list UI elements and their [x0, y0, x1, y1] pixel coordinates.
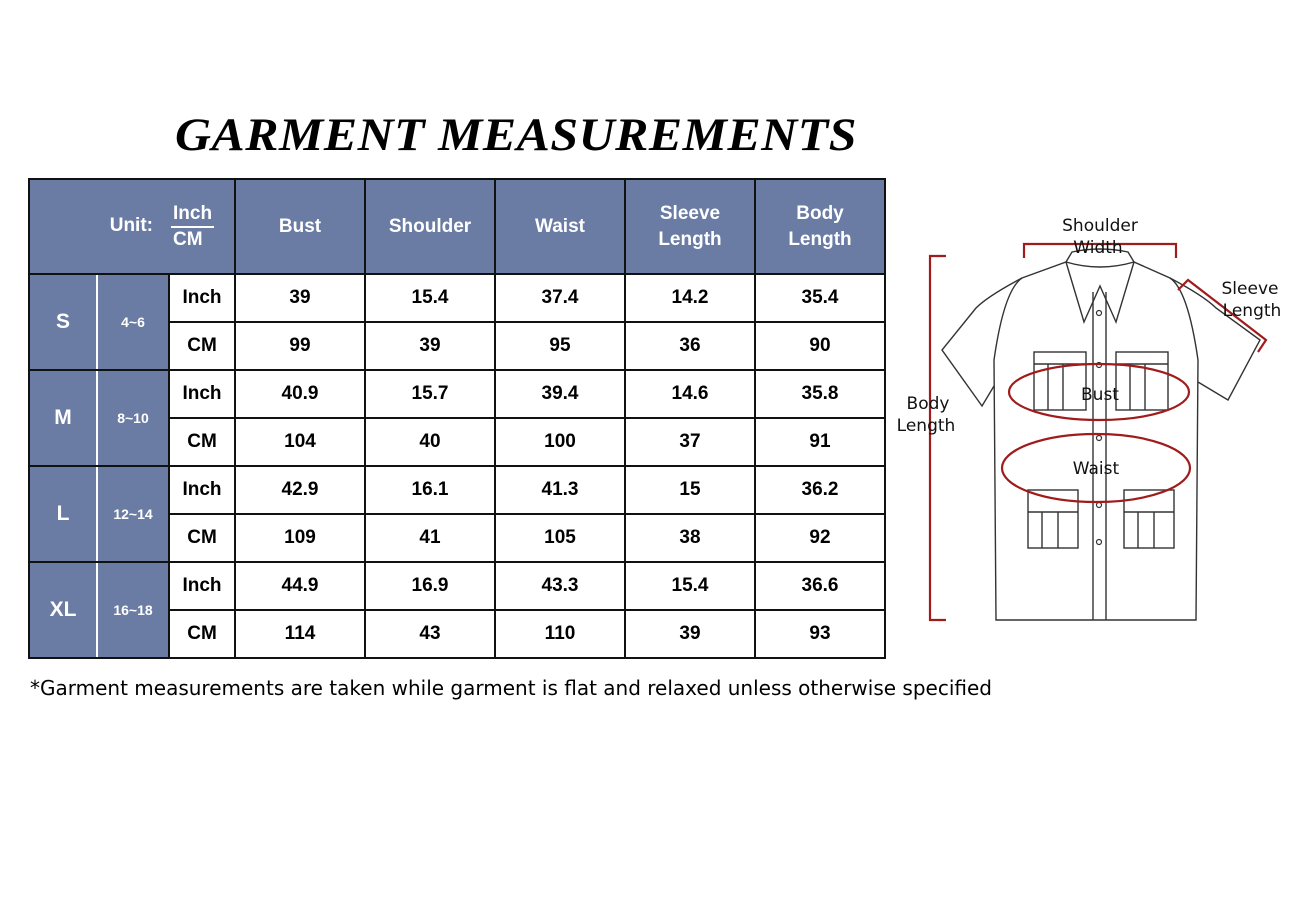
sleeve-length-value: 14.6 — [625, 370, 755, 418]
col-header-body-length — [755, 179, 885, 274]
body-length-value: 90 — [755, 322, 885, 370]
unit-label: Unit: — [109, 215, 153, 237]
measurement-markers — [930, 244, 1266, 620]
size-label: S — [29, 274, 97, 370]
col-header-shoulder: Shoulder — [365, 179, 495, 274]
body-length-marker — [930, 256, 946, 620]
bust-value: 104 — [235, 418, 365, 466]
col-header-sleeve-length-text: Sleeve Length — [658, 202, 722, 250]
size-label: M — [29, 370, 97, 466]
body-length-value: 35.4 — [755, 274, 885, 322]
bust-value: 114 — [235, 610, 365, 658]
waist-value: 105 — [495, 514, 625, 562]
size-range: 12~14 — [97, 466, 169, 562]
body-length-value: 91 — [755, 418, 885, 466]
body-label-1: Body — [906, 394, 950, 414]
table-row — [29, 562, 885, 610]
unit-cell: Inch — [169, 466, 235, 514]
bust-label: Bust — [1081, 385, 1119, 405]
bust-value: 99 — [235, 322, 365, 370]
body-length-value: 36.2 — [755, 466, 885, 514]
col-header-body-length-text: Body Length — [788, 202, 852, 250]
page-title: GARMENT MEASUREMENTS — [175, 109, 857, 161]
size-chart-table — [28, 178, 886, 659]
size-label: L — [29, 466, 97, 562]
bust-value: 44.9 — [235, 562, 365, 610]
unit-cell: CM — [169, 514, 235, 562]
waist-value: 39.4 — [495, 370, 625, 418]
shoulder-value: 16.1 — [365, 466, 495, 514]
table-row — [29, 370, 885, 418]
shoulder-label-2: Width — [1073, 238, 1123, 258]
unit-cell: CM — [169, 418, 235, 466]
sleeve-length-value: 15.4 — [625, 562, 755, 610]
footnote: *Garment measurements are taken while garment is flat and relaxed unless otherwise specified — [30, 676, 993, 700]
size-label: XL — [29, 562, 97, 658]
unit-cell: CM — [169, 322, 235, 370]
waist-value: 43.3 — [495, 562, 625, 610]
col-header-bust: Bust — [235, 179, 365, 274]
waist-value: 95 — [495, 322, 625, 370]
col-header-waist: Waist — [495, 179, 625, 274]
body-length-value: 92 — [755, 514, 885, 562]
size-range: 8~10 — [97, 370, 169, 466]
shirt-diagram — [888, 200, 1288, 640]
body-length-value: 36.6 — [755, 562, 885, 610]
shirt-diagram-svg — [888, 200, 1288, 640]
waist-value: 41.3 — [495, 466, 625, 514]
bust-value: 42.9 — [235, 466, 365, 514]
body-length-value: 93 — [755, 610, 885, 658]
unit-cell: Inch — [169, 370, 235, 418]
shoulder-value: 16.9 — [365, 562, 495, 610]
unit-cell: Inch — [169, 274, 235, 322]
bust-value: 39 — [235, 274, 365, 322]
shoulder-value: 15.4 — [365, 274, 495, 322]
waist-value: 100 — [495, 418, 625, 466]
waist-label: Waist — [1072, 459, 1120, 479]
unit-cell: Inch — [169, 562, 235, 610]
sleeve-length-value: 39 — [625, 610, 755, 658]
table-row — [29, 274, 885, 322]
shoulder-label-1: Shoulder — [1062, 216, 1138, 236]
table-row — [29, 466, 885, 514]
shoulder-value: 40 — [365, 418, 495, 466]
shirt-buttons — [1097, 311, 1102, 545]
unit-header-cell — [29, 179, 169, 274]
unit-fraction — [171, 202, 214, 252]
col-header-sleeve-length — [625, 179, 755, 274]
sleeve-length-value: 38 — [625, 514, 755, 562]
waist-value: 37.4 — [495, 274, 625, 322]
body-length-value: 35.8 — [755, 370, 885, 418]
sleeve-length-value: 15 — [625, 466, 755, 514]
sleeve-length-value: 37 — [625, 418, 755, 466]
bust-value: 40.9 — [235, 370, 365, 418]
sleeve-length-value: 36 — [625, 322, 755, 370]
shoulder-value: 41 — [365, 514, 495, 562]
unit-inch-label: Inch — [171, 202, 214, 228]
header-row — [29, 179, 885, 274]
bust-value: 109 — [235, 514, 365, 562]
unit-cell: CM — [169, 610, 235, 658]
sleeve-label-1: Sleeve — [1221, 279, 1279, 299]
unit-fraction-cell — [169, 179, 235, 274]
shoulder-value: 15.7 — [365, 370, 495, 418]
size-range: 16~18 — [97, 562, 169, 658]
diagram-labels — [897, 216, 1282, 479]
unit-cm-label: CM — [173, 228, 203, 250]
shoulder-value: 39 — [365, 322, 495, 370]
sleeve-label-2: Length — [1222, 301, 1282, 321]
shoulder-value: 43 — [365, 610, 495, 658]
waist-value: 110 — [495, 610, 625, 658]
body-label-2: Length — [896, 416, 956, 436]
size-range: 4~6 — [97, 274, 169, 370]
sleeve-length-value: 14.2 — [625, 274, 755, 322]
